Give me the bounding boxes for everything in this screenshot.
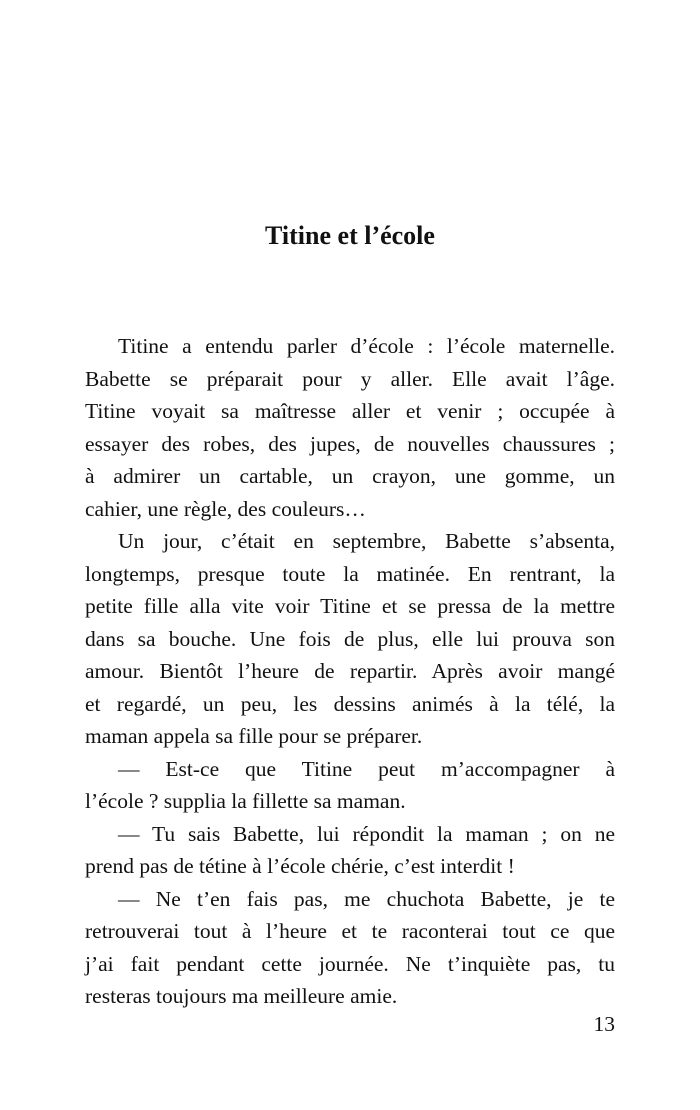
text-line: Un jour, c’était en septembre, Babette s’absenta, [118,529,615,553]
text-line: Titine a entendu parler d’école : l’école maternelle. [118,334,615,358]
text-line: — Ne t’en fais pas, me chuchota Babette, je te [118,886,615,911]
text-line: à admirer un cartable, un crayon, une gomme, un [85,464,615,488]
text-line: et regardé, un peu, les dessins animés à la télé, la [85,691,615,716]
text-line: l’école ? supplia la fillette sa maman. [85,789,406,813]
chapter-title: Titine et l’école [265,221,435,250]
text-line: longtemps, presque toute la matinée. En rentrant, la [85,561,615,586]
text-line: cahier, une règle, des couleurs… [85,496,366,521]
text-line: prend pas de tétine à l’école chérie, c’est interdit ! [85,854,515,878]
text-line: essayer des robes, des jupes, de nouvelles chaussures ; [85,431,615,456]
text-line: amour. Bientôt l’heure de repartir. Après avoir mangé [85,659,615,683]
text-line: petite fille alla vite voir Titine et se pressa de la mettre [85,594,615,618]
chapter-text [85,330,615,1013]
page-number: 13 [593,1012,615,1036]
text-line: Titine voyait sa maîtresse aller et venir ; occupée à [85,399,615,423]
text-line: — Est-ce que Titine peut m’accompagner à [118,756,615,781]
text-line: maman appela sa fille pour se préparer. [85,724,423,748]
text-line: Babette se préparait pour y aller. Elle avait l’âge. [85,366,615,391]
text-line: j’ai fait pendant cette journée. Ne t’inquiète pas, tu [85,951,615,976]
text-line: — Tu sais Babette, lui répondit la maman ; on ne [118,821,615,846]
text-line: retrouverai tout à l’heure et te raconterai tout ce que [85,919,615,943]
text-line: resteras toujours ma meilleure amie. [85,984,398,1008]
text-line: dans sa bouche. Une fois de plus, elle lui prouva son [85,626,615,651]
